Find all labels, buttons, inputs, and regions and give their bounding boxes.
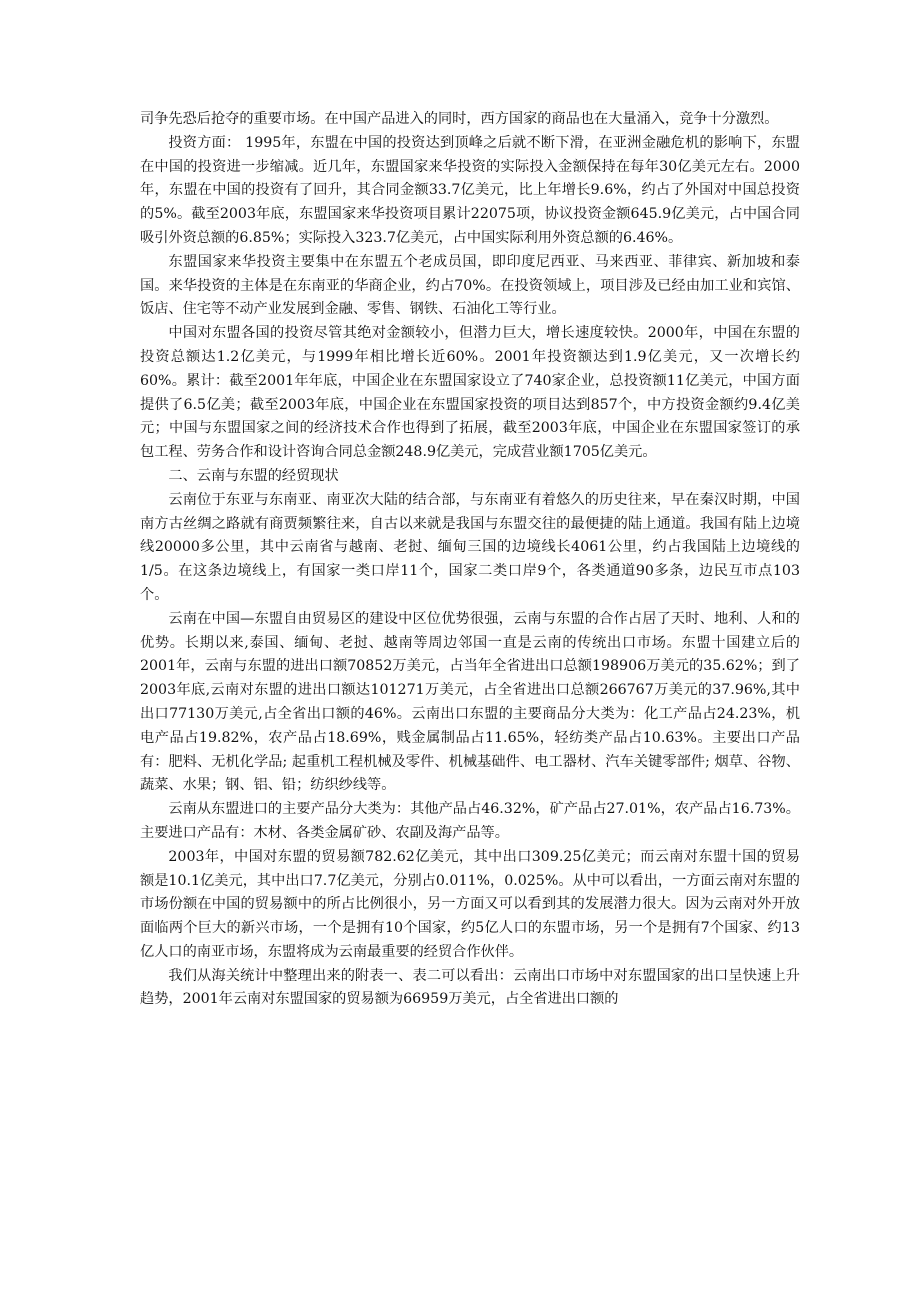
paragraph-asean-investors: 东盟国家来华投资主要集中在东盟五个老成员国，即印度尼西亚、马来西亚、菲律宾、新加坡和泰国。来华投资的主体是在东南亚的华商企业，约占70%。在投资领域上，项目涉及已经由加工业和宾馆、饭店、住宅等不动产业发展到金融、零售、钢铁、石油化工等行业。 bbox=[140, 253, 800, 318]
section-heading: 二、云南与东盟的经贸现状 bbox=[168, 467, 339, 484]
paragraph-customs-statistics: 我们从海关统计中整理出来的附表一、表二可以看出：云南出口市场中对东盟国家的出口呈快速上升趋势，2001年云南对东盟国家的贸易额为66959万美元，占全省进出口额的 bbox=[140, 967, 800, 1008]
paragraph-continuation: 司争先恐后抢夺的重要市场。在中国产品进入的同时，西方国家的商品也在大量涌入，竞争十分激烈。 bbox=[140, 111, 779, 127]
document-body bbox=[140, 108, 800, 1012]
paragraph-trade-volume-2003: 2003年，中国对东盟的贸易额782.62亿美元，其中出口309.25亿美元；而云南对东盟十国的贸易额是10.1亿美元，其中出口7.7亿美元，分别占0.011%，0.025%。从中可以看出，一方面云南对东盟的市场份额在中国的贸易额中的所占比例很小，另一方面又可以看到其的发展潜力很大。因为云南对外开放面临两个巨大的新兴市场，一个是拥有10个国家，约5亿人口的东盟市场，另一个是拥有7个国家、约13亿人口的南亚市场，东盟将成为云南最重要的经贸合作伙伴。 bbox=[140, 848, 800, 960]
paragraph-investment-overview: 投资方面： 1995年，东盟在中国的投资达到顶峰之后就不断下滑，在亚洲金融危机的影响下，东盟在中国的投资进一步缩减。近几年，东盟国家来华投资的实际投入金额保持在每年30亿美元左右。2000年，东盟在中国的投资有了回升，其合同金额33.7亿美元，比上年增长9.6%，约占了外国对中国总投资的5%。截至2003年底，东盟国家来华投资项目累计22075项，协议投资金额645.9亿美元，占中国合同吸引外资总额的6.85%；实际投入323.7亿美元，占中国实际利用外资总额的6.46%。 bbox=[140, 134, 800, 246]
paragraph-yunnan-location: 云南位于东亚与东南亚、南亚次大陆的结合部，与东南亚有着悠久的历史往来，早在秦汉时期，中国南方古丝绸之路就有商贾频繁往来，自古以来就是我国与东盟交往的最便捷的陆上通道。我国有陆上边境线20000多公里，其中云南省与越南、老挝、缅甸三国的边境线长4061公里，约占我国陆上边境线的1/5。在这条边境线上，有国家一类口岸11个，国家二类口岸9个，各类通道90多条，边民互市点103个。 bbox=[140, 491, 800, 603]
paragraph-china-investment-in-asean: 中国对东盟各国的投资尽管其绝对金额较小，但潜力巨大，增长速度较快。2000年，中国在东盟的投资总额达1.2亿美元，与1999年相比增长近60%。2001年投资额达到1.9亿美元，又一次增长约60%。累计：截至2001年年底，中国企业在东盟国家设立了740家企业，总投资额11亿美元，中国方面提供了6.5亿美；截至2003年底，中国企业在东盟国家投资的项目达到857个，中方投资金额约9.4亿美元；中国与东盟国家之间的经济技术合作也得到了拓展，截至2003年底，中国企业在东盟国家签订的承包工程、劳务合作和设计咨询合同总金额248.9亿美元，完成营业额1705亿美元。 bbox=[140, 325, 800, 461]
paragraph-yunnan-imports: 云南从东盟进口的主要产品分大类为：其他产品占46.32%，矿产品占27.01%，农产品占16.73%。主要进口产品有：木材、各类金属矿砂、农副及海产品等。 bbox=[140, 801, 800, 841]
paragraph-yunnan-trade-advantage: 云南在中国—东盟自由贸易区的建设中区位优势很强，云南与东盟的合作占居了天时、地利、人和的优势。长期以来,泰国、缅甸、老挝、越南等周边邻国一直是云南的传统出口市场。东盟十国建立后的2001年，云南与东盟的进出口额70852万美元，占当年全省进出口总额198906万美元的35.62%；到了2003年底,云南对东盟的进出口额达101271万美元，占全省进出口总额266767万美元的37.96%,其中出口77130万美元,占全省出口额的46%。云南出口东盟的主要商品分大类为：化工产品占24.23%，机电产品占19.82%，农产品占18.69%，贱金属制品占11.65%，轻纺类产品占10.63%。主要出口产品有：肥料、无机化学品; 起重机工程机械及零件、机械基础件、电工器材、汽车关键零部件; 烟草、谷物、蔬菜、水果；钢、铝、铅；纺织纱线等。 bbox=[140, 610, 800, 794]
